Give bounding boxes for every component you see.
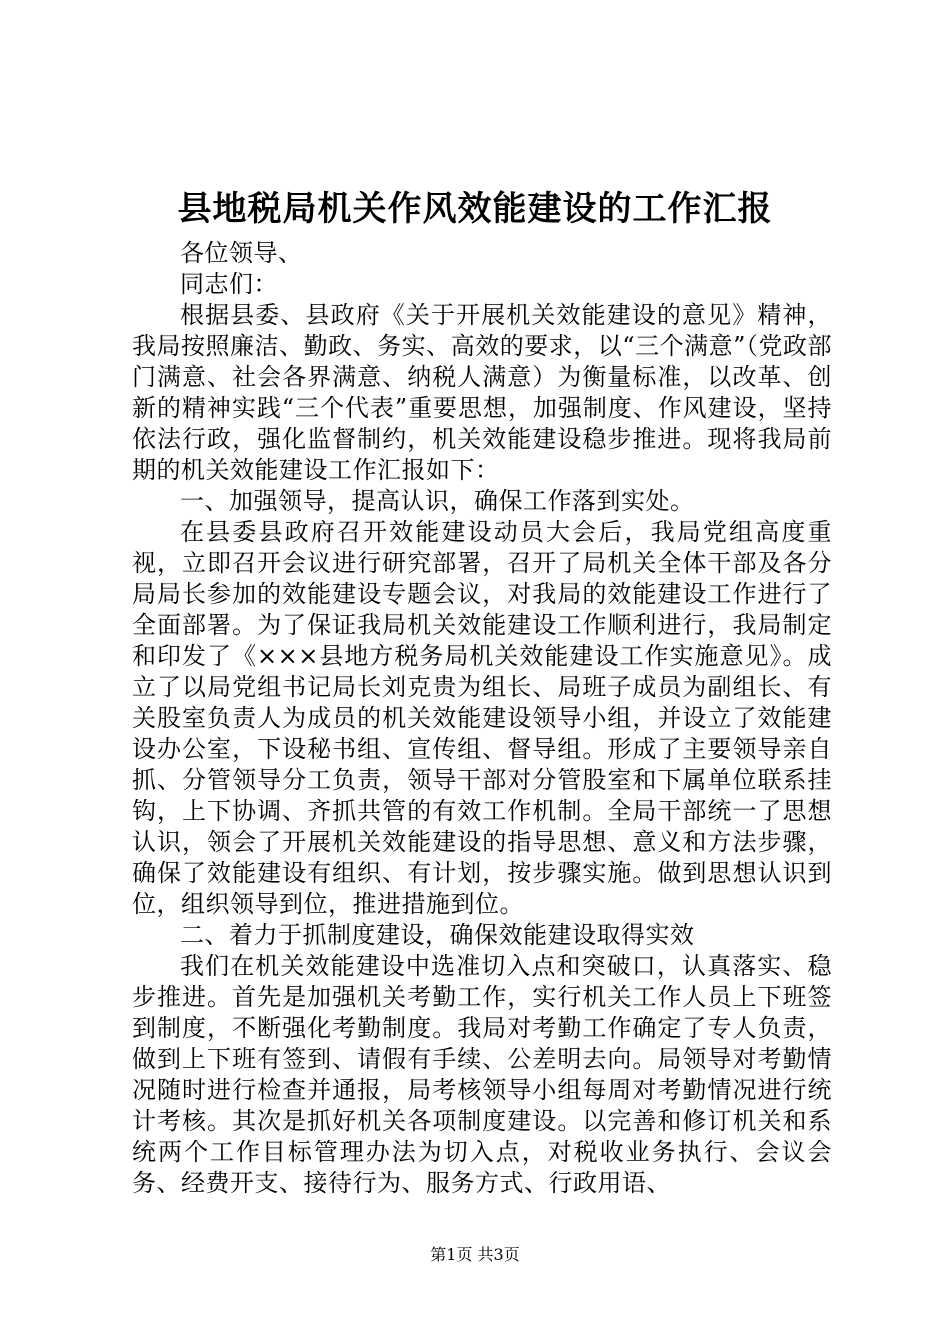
section-1-paragraph: 在县委县政府召开效能建设动员大会后，我局党组高度重视，立即召开会议进行研究部署，召开了局机关全体干部及各分局局长参加的效能建设专题会议，对我局的效能建设工作进行了全面部署。为了保证我局机关效能建设工作顺利进行，我局制定和印发了《×××县地方税务局机关效能建设工作实施意见》。成立了以局党组书记局长刘克贵为组长、局班子成员为副组长、有关股室负责人为成员的机关效能建设领导小组，并设立了效能建设办公室，下设秘书组、宣传组、督导组。形成了主要领导亲自抓、分管领导分工负责，领导干部对分管股室和下属单位联系挂钩，上下协调、齐抓共管的有效工作机制。全局干部统一了思想认识，领会了开展机关效能建设的指导思想、意义和方法步骤，确保了效能建设有组织、有计划，按步骤实施。做到思想认识到位，组织领导到位，推进措施到位。 xyxy=(132,518,832,918)
page-indicator: 第1页 共3页 xyxy=(430,1245,520,1264)
section-heading-2: 二、着力于抓制度建设，确保效能建设取得实效 xyxy=(180,921,695,949)
salutation-comrades: 同志们： xyxy=(180,270,278,298)
section-2-paragraph: 我们在机关效能建设中选准切入点和突破口，认真落实、稳步推进。首先是加强机关考勤工作，实行机关工作人员上下班签到制度，不断强化考勤制度。我局对考勤工作确定了专人负责，做到上下班有签到、请假有手续、公差明去向。局领导对考勤情况随时进行检查并通报，局考核领导小组每周对考勤情况进行统计考核。其次是抓好机关各项制度建设。以完善和修订机关和系统两个工作目标管理办法为切入点，对税收业务执行、会议会务、经费开支、接待行为、服务方式、行政用语、 xyxy=(132,952,832,1197)
section-heading-1: 一、加强领导，提高认识，确保工作落到实处。 xyxy=(180,487,695,515)
document-title: 县地税局机关作风效能建设的工作汇报 xyxy=(177,189,773,229)
salutation-leaders: 各位领导、 xyxy=(180,239,303,267)
document-body xyxy=(132,238,832,1199)
intro-paragraph: 根据县委、县政府《关于开展机关效能建设的意见》精神，我局按照廉洁、勤政、务实、高效的要求，以“三个满意”（党政部门满意、社会各界满意、纳税人满意）为衡量标准，以改革、创新的精神实践“三个代表”重要思想，加强制度、作风建设，坚持依法行政，强化监督制约，机关效能建设稳步推进。现将我局前期的机关效能建设工作汇报如下： xyxy=(132,301,832,484)
